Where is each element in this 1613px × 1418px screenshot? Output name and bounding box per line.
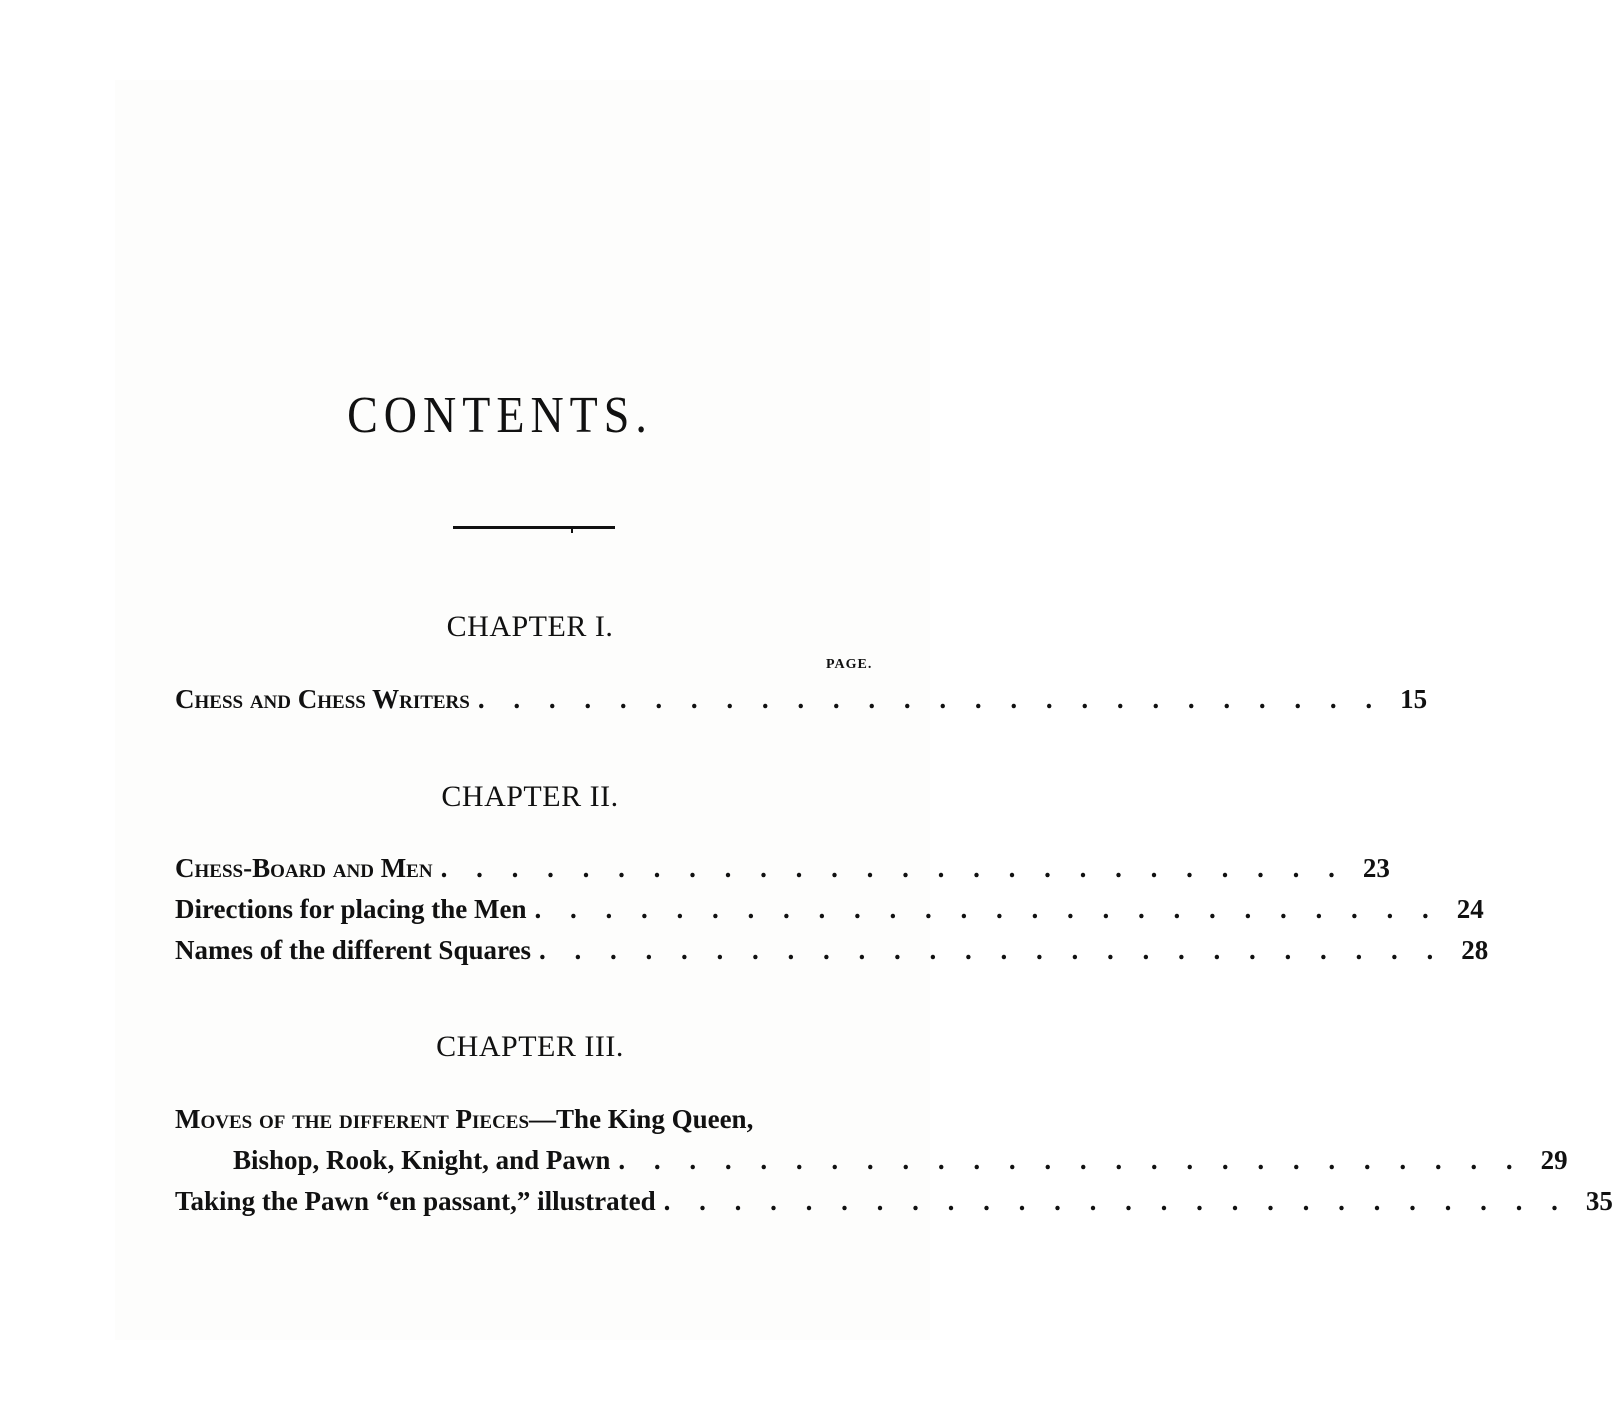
leader-dots: . . . . . . . . . . . . . . . . . . . . . . . . . . — [534, 894, 1440, 924]
toc-entry-label: Chess-Board and Men — [175, 853, 433, 883]
toc-entry-label: Chess and Chess Writers — [175, 684, 470, 714]
page-column-heading: PAGE. — [826, 657, 873, 672]
toc-entry-label-line2: Bishop, Rook, Knight, and Pawn — [233, 1145, 611, 1175]
toc-entry-page: 29 — [1540, 1145, 1568, 1175]
toc-entry[interactable] — [233, 1145, 1568, 1181]
toc-entry-page: 15 — [1400, 684, 1428, 714]
leader-dots: . . . . . . . . . . . . . . . . . . . . . . . . . . — [538, 935, 1445, 965]
toc-entry-page: 23 — [1362, 853, 1390, 883]
toc-entry-first-line[interactable] — [175, 1104, 753, 1135]
toc-entry-label-continued: —The King Queen, — [529, 1104, 754, 1134]
page-title: CONTENTS. — [347, 385, 653, 444]
toc-entry[interactable] — [175, 853, 1390, 889]
chapter-heading-3: CHAPTER III. — [436, 1030, 624, 1063]
toc-entry-label: Moves of the different Pieces — [175, 1104, 530, 1134]
leader-dots: . . . . . . . . . . . . . . . . . . . . . . . . . . — [663, 1186, 1569, 1216]
chapter-heading-1: CHAPTER I. — [446, 610, 614, 643]
chapter-heading-2: CHAPTER II. — [441, 780, 619, 813]
toc-entry-page: 28 — [1461, 935, 1489, 965]
leader-dots: . . . . . . . . . . . . . . . . . . . . . . . . . . — [477, 684, 1384, 714]
leader-dots: . . . . . . . . . . . . . . . . . . . . . . . . . . — [440, 853, 1346, 883]
toc-entry-page: 24 — [1456, 894, 1484, 924]
toc-entry-page: 35 — [1585, 1186, 1613, 1216]
toc-entry[interactable] — [175, 894, 1484, 930]
toc-entry[interactable] — [175, 935, 1489, 971]
leader-dots: . . . . . . . . . . . . . . . . . . . . . . . . . . — [618, 1145, 1524, 1175]
toc-entry[interactable] — [175, 684, 1428, 720]
title-divider-ornament — [571, 529, 573, 533]
toc-entry-label: Taking the Pawn “en passant,” illustrated — [175, 1186, 656, 1216]
title-divider — [453, 526, 615, 529]
toc-entry-label: Names of the different Squares — [175, 935, 531, 965]
toc-entry[interactable] — [175, 1186, 1613, 1222]
toc-entry-label: Directions for placing the Men — [175, 894, 527, 924]
